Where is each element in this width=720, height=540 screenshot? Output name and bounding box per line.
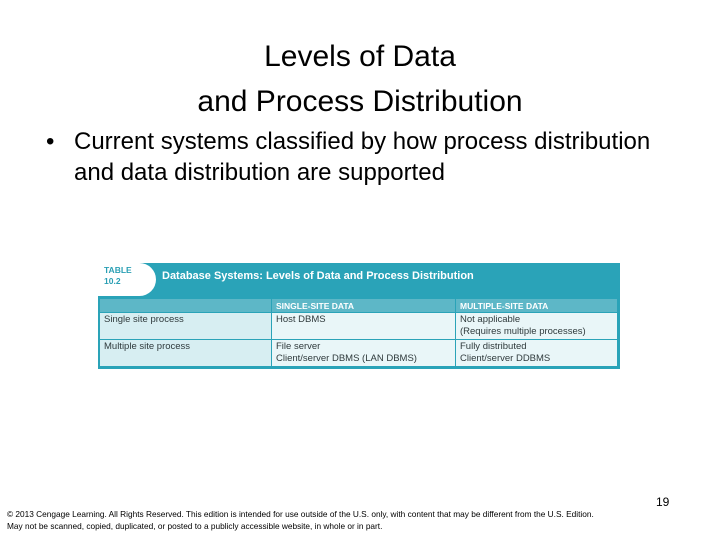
footer-line-2: May not be scanned, copied, duplicated, or posted to a publicly accessible website, in whole or in part. [7,521,383,531]
slide-title-line-1: Levels of Data [264,40,456,73]
bullet-point [46,126,686,188]
bullet-symbol: • [46,128,55,155]
table-badge-number: 10.2 [104,276,121,286]
table-cell [272,313,456,340]
table-header-multiple-site: MULTIPLE-SITE DATA [456,299,618,313]
table-figure [98,263,620,369]
table-cell-line: Fully distributed [460,341,527,352]
table-number-badge [98,263,156,296]
page-number: 19 [656,495,670,509]
table-cell-line: Client/server DDBMS [460,352,551,364]
table-cell-line: Not applicable [460,314,521,325]
table-grid [100,299,618,367]
table-cell [456,340,618,367]
table-row-label: Single site process [100,313,272,340]
table-caption: Database Systems: Levels of Data and Process Distribution [162,270,474,282]
table-header-single-site: SINGLE-SITE DATA [272,299,456,313]
copyright-footer [7,508,719,532]
table-header-empty [100,299,272,313]
table-cell [272,340,456,367]
slide-title-line-2: and Process Distribution [197,85,523,118]
table-cell-line: (Requires multiple processes) [460,325,586,337]
table-cell-line: Client/server DBMS (LAN DBMS) [276,352,417,364]
slide-title [0,34,720,124]
table-badge-word: TABLE [104,265,132,275]
table-row-label: Multiple site process [100,340,272,367]
footer-line-1: © 2013 Cengage Learning. All Rights Reserved. This edition is intended for use outside of the U.S. only, with content that may be different from the U.S. Edition. [7,509,594,519]
table-cell [456,313,618,340]
table-cell-line: File server [276,341,321,352]
table-cell-line: Host DBMS [276,314,326,325]
bullet-text: Current systems classified by how process distribution and data distribution are supported [74,128,651,186]
